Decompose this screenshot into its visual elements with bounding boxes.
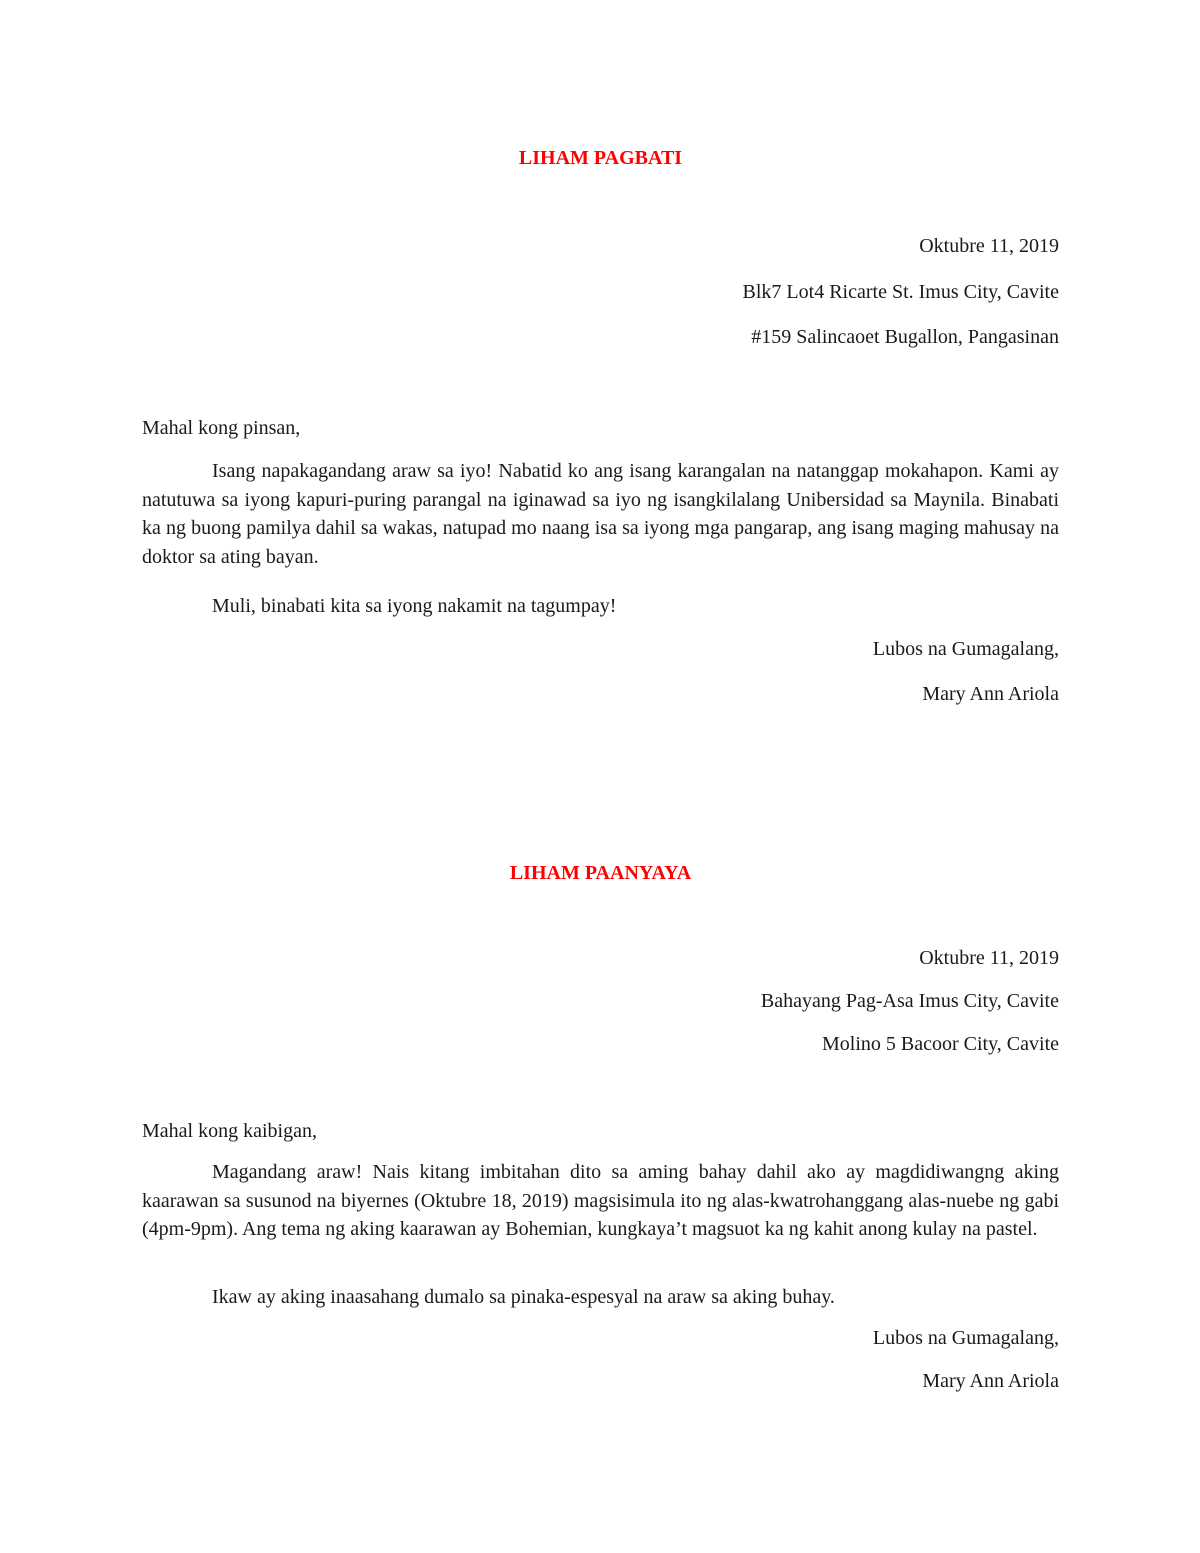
letter-body: Isang napakagandang araw sa iyo! Nabatid ko ang isang karangalan na natanggap mokahapon. Kami ay natutuwa sa iyong kapuri-puring parangal na iginawad sa iyo ng isangkilalang Unibersidad sa Maynila. Binabati ka ng buong pamilya dahil sa wakas, natupad mo naang isa sa iyong mga pangarap, ang isang maging mahusay na doktor sa ating bayan. <box>142 460 1059 568</box>
letter-title: LIHAM PAGBATI <box>518 147 683 169</box>
salutation: Mahal kong pinsan, <box>142 417 301 439</box>
letter-date: Oktubre 11, 2019 <box>919 947 1059 969</box>
letter-paanyaya <box>142 0 1059 1553</box>
salutation: Mahal kong kaibigan, <box>142 1120 317 1142</box>
signature: Mary Ann Ariola <box>922 1370 1059 1392</box>
sender-address: Blk7 Lot4 Ricarte St. Imus City, Cavite <box>742 281 1059 303</box>
sender-address: Bahayang Pag-Asa Imus City, Cavite <box>760 990 1059 1012</box>
letter-title: LIHAM PAANYAYA <box>509 862 692 884</box>
letter-date: Oktubre 11, 2019 <box>919 235 1059 257</box>
closing-line: Muli, binabati kita sa iyong nakamit na tagumpay! <box>212 595 617 617</box>
complimentary-close: Lubos na Gumagalang, <box>872 638 1059 660</box>
signature: Mary Ann Ariola <box>922 683 1059 705</box>
complimentary-close: Lubos na Gumagalang, <box>872 1327 1059 1349</box>
recipient-address: #159 Salincaoet Bugallon, Pangasinan <box>751 326 1059 348</box>
letter-body: Magandang araw! Nais kitang imbitahan dito sa aming bahay dahil ako ay magdidiwangng aking kaarawan sa susunod na biyernes (Oktubre 18, 2019) magsisimula ito ng alas-kwatrohanggang alas-nuebe ng gabi (4pm-9pm). Ang tema ng aking kaarawan ay Bohemian, kungkaya’t magsuot ka ng kahit anong kulay na pastel. <box>142 1161 1059 1240</box>
recipient-address: Molino 5 Bacoor City, Cavite <box>821 1033 1059 1055</box>
closing-line: Ikaw ay aking inaasahang dumalo sa pinaka-espesyal na araw sa aking buhay. <box>212 1286 835 1308</box>
